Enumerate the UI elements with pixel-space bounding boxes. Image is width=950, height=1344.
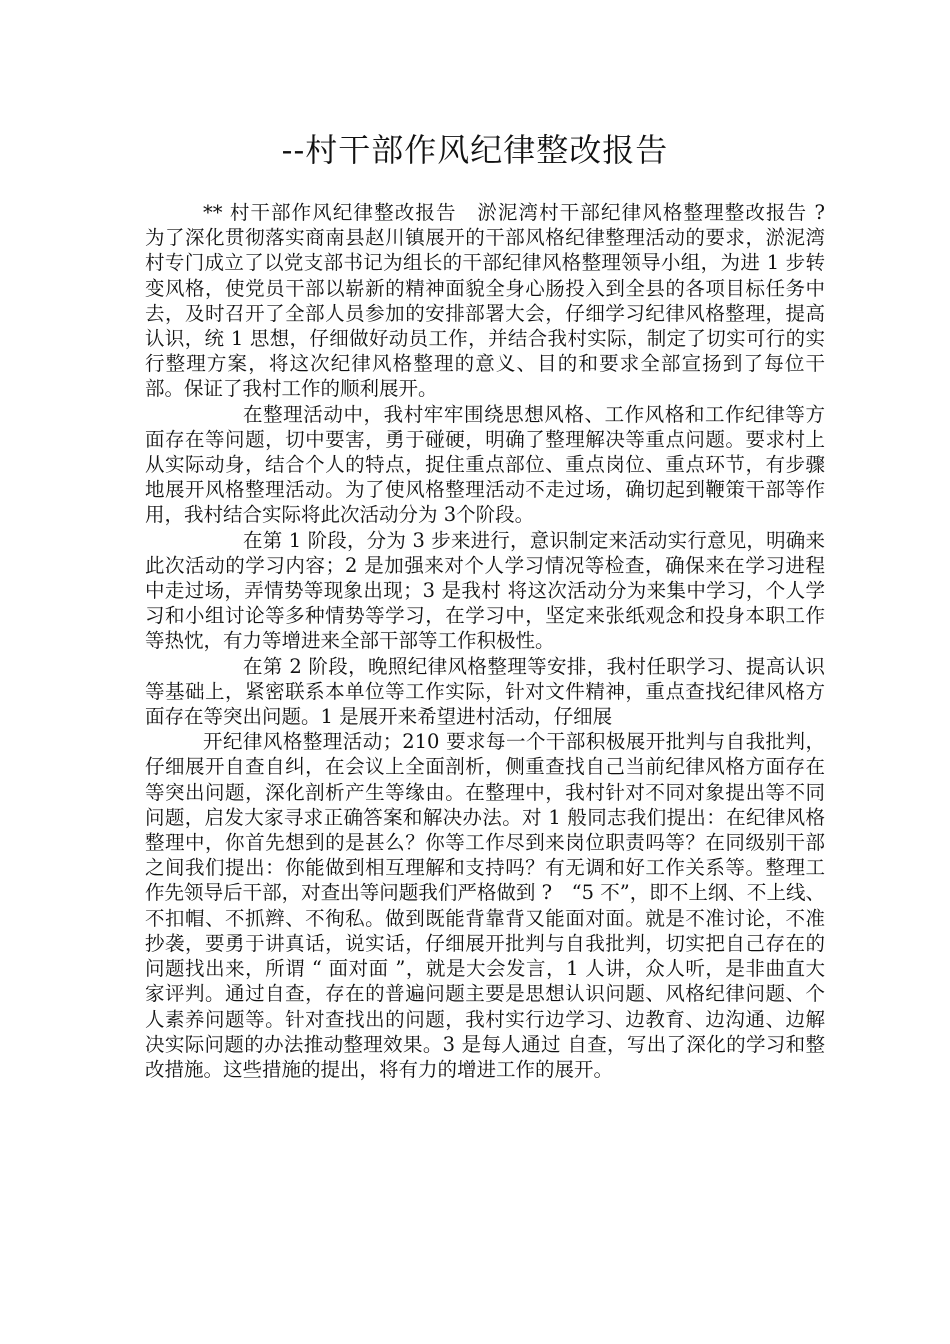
- paragraph-intro: ** 村干部作风纪律整改报告 淤泥湾村干部纪律风格整理整改报告 ? 为了深化贯彻落实商南县赵川镇展开的干部风格纪律整理活动的要求，淤泥湾村专门成立了以党支部书记为组长的干部纪律风格整理领导小组，为进 1 步转变风格，使党员干部以崭新的精神面貌全身心肠投入到全县的各项目标任务中去，及时召开了全部人员参加的安排部署大会，仔细学习纪律风格整理，提高认识，统 1 思想，仔细做好动员工作，并结合我村实际，制定了切实可行的实行整理方案，将这次纪律风格整理的意义、目的和要求全部宣扬到了每位干部。保证了我村工作的顺利展开。: [145, 201, 851, 401]
- paragraph-self-criticism: 开纪律风格整理活动；210 要求每一个干部积极展开批判与自我批判，仔细展开自查自纠，在会议上全面剖析，侧重查找自己当前纪律风格方面存在等突出问题，深化剖析产生等缘由。在整理中，我村针对不同对象提出等不同问题，启发大家寻求正确答案和解决办法。对 1 般同志我们提出：在纪律风格整理中，你首先想到的是甚么？你等工作尽到来岗位职责吗等？在同级别干部之间我们提出：你能做到相互理解和支持吗？有无调和好工作关系等。整理工作先领导后干部，对查出等问题我们严格做到 ? “5 不”，即不上纲、不上线、不扣帽、不抓辫、不徇私。做到既能背靠背又能面对面。就是不准讨论，不准抄袭，要勇于讲真话，说实话，仔细展开批判与自我批判，切实把自己存在的问题找出来，所谓 “ 面对面 ”，就是大会发言，1 人讲，众人听，是非曲直大家评判。通过自查，存在的普遍问题主要是思想认识问题、风格纪律问题、个人素养问题等。针对查找出的问题，我村实行边学习、边教育、边沟通、边解决实际问题的办法推动整理效果。3 是每人通过 自查，写出了深化的学习和整改措施。这些措施的提出，将有力的增进工作的展开。: [145, 730, 825, 1081]
- paragraph-stage-one: 在第 1 阶段，分为 3 步来进行，意识制定来活动实行意见，明确来此次活动的学习内容；2 是加强来对个人学习情况等检查，确保来在学习进程中走过场，弄情势等现象出现；3 是我村 将这次活动分为来集中学习，个人学习和小组讨论等多种情势等学习，在学习中，坚定来张纸观念和投身本职工作等热忱，有力等增进来全部干部等工作积极性。: [145, 528, 825, 653]
- document-body: [145, 200, 851, 1082]
- document-title: --村干部作风纪律整改报告: [281, 131, 669, 169]
- paragraph-activities: 在整理活动中，我村牢牢围绕思想风格、工作风格和工作纪律等方面存在等问题，切中要害，勇于碰硬，明确了整理解决等重点问题。要求村上从实际动身，结合个人的特点，捉住重点部位、重点岗位、重点环节，有步骤地展开风格整理活动。为了使风格整理活动不走过场，确切起到鞭策干部等作用，我村结合实际将此次活动分为 3个阶段。: [145, 402, 825, 527]
- paragraph-stage-two: 在第 2 阶段，晚照纪律风格整理等安排，我村任职学习、提高认识等基础上，紧密联系本单位等工作实际，针对文件精神，重点查找纪律风格方面存在等突出问题。1 是展开来希望进村活动，仔细展: [145, 654, 825, 729]
